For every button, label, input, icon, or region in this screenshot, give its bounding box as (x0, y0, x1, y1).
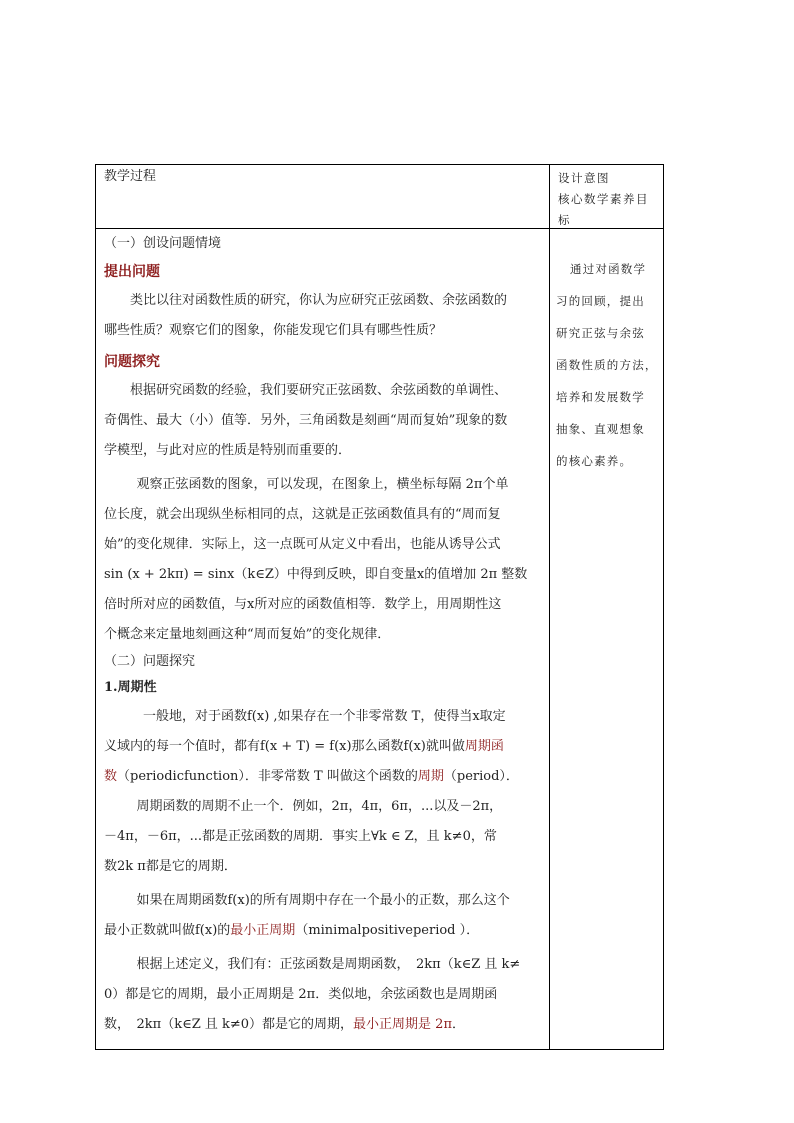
text-line (104, 762, 544, 792)
text-line (104, 1010, 544, 1040)
note-line: 习的回顾，提出 (556, 294, 645, 308)
header-right-line: 设计意图 (558, 171, 610, 185)
text-line: 学模型，与此对应的性质是特别而重要的． (104, 443, 352, 458)
term-periodic-function: 周期函 (464, 739, 504, 754)
text-line (104, 732, 544, 762)
note-line: 通过对函数学 (570, 262, 647, 276)
note-line: 的核心素养。 (556, 454, 633, 468)
text-line: 倍时所对应的函数值，与x所对应的函数值相等．数学上，用周期性这 (104, 597, 502, 612)
text-line: 数2k π都是它的周期． (104, 859, 237, 874)
text-span: （periodicfunction）．非零常数 T 叫做这个函数的 (117, 769, 418, 784)
text-line: 哪些性质？观察它们的图象，你能发现它们具有哪些性质？ (104, 323, 443, 338)
note-line: 研究正弦与余弦 (556, 326, 645, 340)
text-span: 数， 2kπ（k∈Z 且 k≠0）都是它的周期， (104, 1017, 354, 1032)
text-line (104, 916, 544, 946)
text-span: （minimalpositiveperiod ）． (295, 923, 480, 938)
text-line: 一般地，对于函数f(x) ,如果存在一个非零常数 T，使得当x取定 (143, 709, 506, 724)
subheading-periodicity: 1.周期性 (104, 680, 157, 695)
paragraph-definition (104, 702, 544, 792)
term-periodic-function-end: 数 (104, 769, 118, 784)
paragraph-examples (104, 792, 544, 882)
text-line: 根据研究函数的经验，我们要研究正弦函数、余弦函数的单调性、 (130, 383, 508, 398)
section-title: （一）创设问题情境 (104, 236, 222, 251)
note-line: 抽象、直观想象 (556, 422, 645, 436)
header-design-intent (558, 168, 658, 231)
paragraph-sine-observation (104, 470, 544, 650)
lesson-table (95, 164, 664, 1050)
section-title-2: （二）问题探究 (104, 654, 196, 669)
term-min-period-2pi: 最小正周期是 2π (353, 1017, 452, 1032)
paragraph-conclusion (104, 950, 544, 1040)
paragraph-explore (104, 376, 544, 466)
text-line: 位长度，就会出现纵坐标相同的点，这就是正弦函数值具有的“周而复 (104, 507, 501, 522)
subheading-pose-question: 提出问题 (104, 264, 160, 280)
term-min-positive-period: 最小正周期 (230, 923, 296, 938)
text-span: ． (452, 1017, 466, 1032)
text-line: 如果在周期函数f(x)的所有周期中存在一个最小的正数，那么这个 (136, 893, 510, 908)
text-line: 0）都是它的周期，最小正周期是 2π．类似地，余弦函数也是周期函 (104, 987, 498, 1002)
header-teaching-process: 教学过程 (104, 169, 157, 184)
text-line: sin (x + 2kπ) = sinx（k∈Z）中得到反映，即自变量x的值增加 2π 整数 (104, 567, 528, 582)
text-line: 奇偶性、最大（小）值等．另外，三角函数是刻画“周而复始”现象的数 (104, 413, 508, 428)
subheading-explore: 问题探究 (104, 354, 160, 370)
text-span: 义域内的每一个值时，都有f(x + T) = f(x)那么函数f(x)就叫做 (104, 739, 465, 754)
text-line: 类比以往对函数性质的研究，你认为应研究正弦函数、余弦函数的 (130, 293, 508, 308)
text-span: 最小正数就叫做f(x)的 (104, 923, 231, 938)
text-line: －4π，－6π，...都是正弦函数的周期．事实上∀k ∈ Z，且 k≠0，常 (104, 829, 497, 844)
text-span: （period）． (443, 769, 519, 784)
header-right-line: 核心数学素养目 (558, 192, 649, 206)
text-line: 个概念来定量地刻画这种“周而复始”的变化规律． (104, 627, 391, 642)
note-line: 培养和发展数学 (556, 390, 645, 404)
column-divider (549, 165, 550, 1049)
main-content (104, 230, 544, 1040)
design-intent-note (556, 253, 660, 477)
paragraph-min-period (104, 886, 544, 946)
term-period: 周期 (417, 769, 444, 784)
paragraph-question (104, 286, 544, 346)
text-line: 观察正弦函数的图象，可以发现，在图象上，横坐标每隔 2π个单 (136, 477, 509, 492)
header-right-line: 标 (558, 213, 571, 227)
text-line: 根据上述定义，我们有：正弦函数是周期函数， 2kπ（k∈Z 且 k≠ (136, 957, 521, 972)
text-line: 始”的变化规律．实际上，这一点既可从定义中看出，也能从诱导公式 (104, 537, 501, 552)
text-line: 周期函数的周期不止一个．例如，2π，4π，6π，...以及－2π， (136, 799, 503, 814)
note-line: 函数性质的方法， (556, 358, 658, 372)
